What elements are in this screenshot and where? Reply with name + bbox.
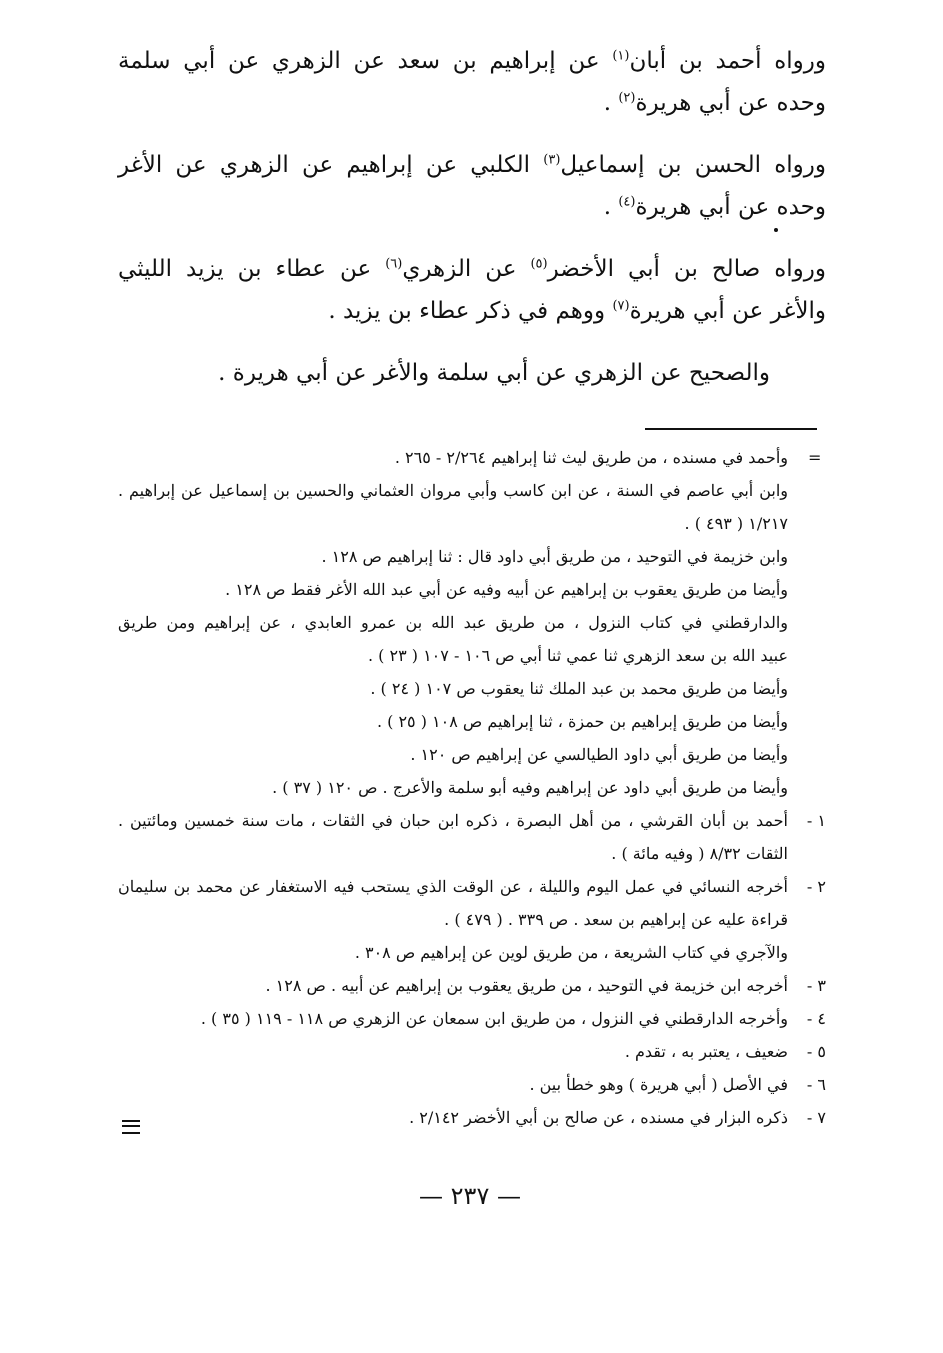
footnote-line: [118, 804, 826, 837]
continuation-marker: =: [808, 448, 822, 467]
footnote-text: وأيضا من طريق أبي داود عن إبراهيم وفيه أبو سلمة والأعرج . ص ١٢٠ ( ٣٧ ) .: [272, 778, 788, 797]
footnote-text: في الأصل ( أبي هريرة ) وهو خطأ بين .: [529, 1075, 788, 1094]
footnote-number: ٤ -: [806, 1009, 826, 1028]
footnote-line: [118, 1035, 826, 1068]
footnote-number: ٥ -: [806, 1042, 826, 1061]
footnote-line: [118, 1002, 826, 1035]
footnote-text: ١/٢١٧ ( ٤٩٣ ) .: [684, 514, 788, 533]
text-line: وحده عن أبي هريرة$^{(٤)}$ .: [603, 194, 826, 220]
footnote-ref: (٥): [530, 256, 548, 272]
footnote-line: [118, 936, 826, 969]
footnote-line: [118, 771, 826, 804]
footnote-line: [118, 903, 826, 936]
footnote-number: ٧ -: [806, 1108, 826, 1127]
footnote-text: عبيد الله بن سعد الزهري ثنا عمي ثنا أبي ص ١٠٦ - ١٠٧ ( ٢٣ ) .: [367, 646, 788, 665]
text-line: والصحيح عن الزهري عن أبي سلمة والأغر عن أبي هريرة .: [218, 360, 770, 386]
footnote-ref: (٢): [618, 90, 636, 106]
footnote-text: ضعيف ، يعتبر به ، تقدم .: [624, 1042, 788, 1061]
ink-dot: [774, 228, 778, 232]
footnote-text: أخرجه النسائي في عمل اليوم والليلة ، عن الوقت الذي يستحب فيه الاستغفار عن محمد بن سليمان: [118, 877, 788, 896]
footnote-text: وأخرجه الدارقطني في النزول ، من طريق ابن سمعان عن الزهري ص ١١٨ - ١١٩ ( ٣٥ ) .: [200, 1009, 788, 1028]
footnote-text: أخرجه ابن خزيمة في التوحيد ، من طريق يعقوب بن إبراهيم عن أبيه . ص ١٢٨ .: [265, 976, 788, 995]
footnote-line: [118, 606, 826, 639]
footnote-line: [118, 573, 826, 606]
text-line: ورواه صالح بن أبي الأخضر$^{(٥)}$ عن الزهري$^{(٦)}$ عن عطاء بن يزيد الليثي: [118, 256, 826, 282]
text-line: وحده عن أبي هريرة$^{(٢)}$ .: [603, 90, 826, 116]
footnotes: [118, 441, 826, 1134]
footnote-line: [118, 969, 826, 1002]
footnote-ref: (٧): [612, 298, 630, 314]
paragraph-2: [118, 144, 826, 228]
footnote-text: وأيضا من طريق إبراهيم بن حمزة ، ثنا إبراهيم ص ١٠٨ ( ٢٥ ) .: [376, 712, 788, 731]
paragraph-4: [118, 352, 826, 394]
text-line: ورواه الحسن بن إسماعيل$^{(٣)}$ الكلبي عن إبراهيم عن الزهري عن الأغر: [118, 152, 826, 178]
footnote-number: ١ -: [806, 811, 826, 830]
footnote-text: وأحمد في مسنده ، من طريق ليث ثنا إبراهيم ٢/٢٦٤ - ٢٦٥ .: [394, 448, 788, 467]
footnote-separator: [645, 428, 817, 430]
footnote-text: وأيضا من طريق أبي داود الطيالسي عن إبراهيم ص ١٢٠ .: [410, 745, 788, 764]
footnote-line: [118, 441, 826, 474]
footnote-text: أحمد بن أبان القرشي ، من أهل البصرة ، ذكره ابن حبان في الثقات ، مات سنة خمسين ومائتين .: [118, 811, 788, 830]
footnote-ref: (١): [612, 48, 630, 64]
footnote-text: الثقات ٨/٣٢ ( وفيه مائة ) .: [611, 844, 788, 863]
text-line: والأغر عن أبي هريرة$^{(٧)}$ ووهم في ذكر عطاء بن يزيد .: [328, 298, 826, 324]
footnote-line: [118, 1101, 826, 1134]
footnote-text: والآجري في كتاب الشريعة ، من طريق لوين عن إبراهيم ص ٣٠٨ .: [354, 943, 788, 962]
footnote-line: [118, 474, 826, 507]
footnote-ref: (٤): [618, 194, 636, 210]
footnote-line: [118, 705, 826, 738]
footnote-text: وأيضا من طريق محمد بن عبد الملك ثنا يعقوب ص ١٠٧ ( ٢٤ ) .: [370, 679, 788, 698]
footnote-line: [118, 540, 826, 573]
paragraph-3: [118, 248, 826, 332]
footnote-text: قراءة عليه عن إبراهيم بن سعد . ص ٣٣٩ . ( ٤٧٩ ) .: [444, 910, 788, 929]
footnote-line: [118, 507, 826, 540]
footnote-number: ٢ -: [806, 877, 826, 896]
paragraph-1: [118, 40, 826, 124]
footnote-text: وأيضا من طريق يعقوب بن إبراهيم عن أبيه وفيه عن أبي عبد الله الأغر فقط ص ١٢٨ .: [225, 580, 788, 599]
footnote-text: وابن أبي عاصم في السنة ، عن ابن كاسب وأبي مروان العثماني والحسين بن إسماعيل عن إبراهيم .: [118, 481, 788, 500]
footnote-line: [118, 870, 826, 903]
footnote-line: [118, 672, 826, 705]
footnote-text: والدارقطني في كتاب النزول ، من طريق عبد الله بن عمرو العابدي ، عن إبراهيم ومن طريق: [118, 613, 788, 632]
footnote-line: [118, 1068, 826, 1101]
footnote-ref: (٣): [543, 152, 561, 168]
footnote-line: [118, 837, 826, 870]
footnote-number: ٦ -: [806, 1075, 826, 1094]
footnote-line: [118, 639, 826, 672]
main-text: [118, 40, 826, 414]
text-line: ورواه أحمد بن أبان$^{(١)}$ عن إبراهيم بن سعد عن الزهري عن أبي سلمة: [118, 48, 826, 74]
end-of-footnotes-mark: [122, 1120, 140, 1134]
footnote-text: وابن خزيمة في التوحيد ، من طريق أبي داود قال : ثنا إبراهيم ص ١٢٨ .: [321, 547, 788, 566]
footnote-ref: (٦): [385, 256, 403, 272]
footnote-text: ذكره البزار في مسنده ، عن صالح بن أبي الأخضر ٢/١٤٢ .: [409, 1108, 788, 1127]
footnote-line: [118, 738, 826, 771]
footnote-number: ٣ -: [806, 976, 826, 995]
page-number: — ٢٣٧ —: [419, 1182, 521, 1210]
